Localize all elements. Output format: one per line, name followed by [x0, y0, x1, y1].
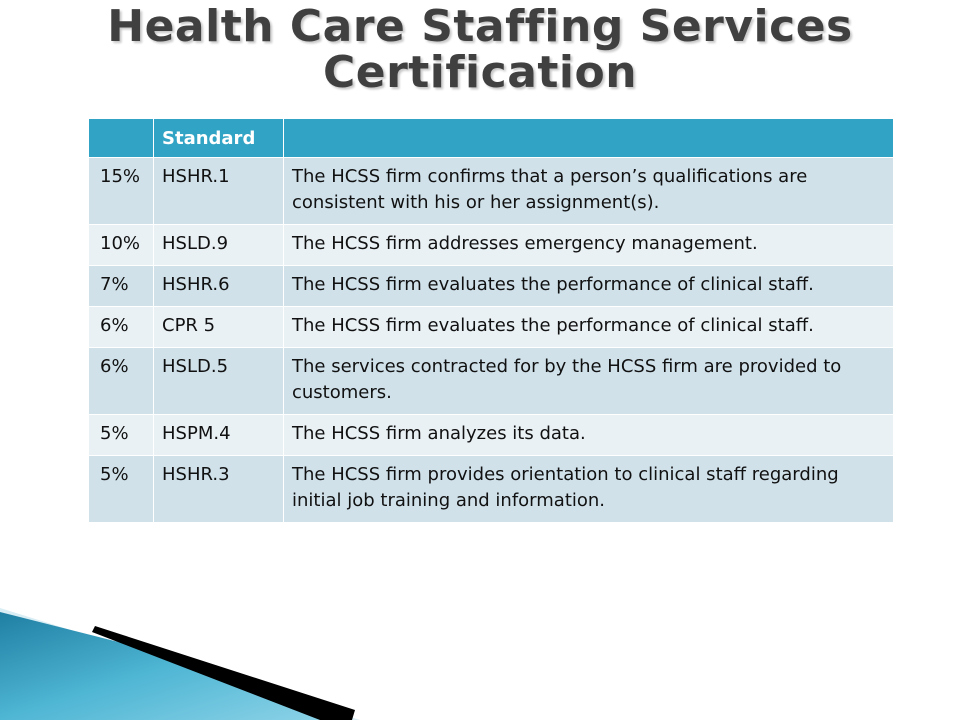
row-description: The HCSS firm confirms that a person’s qualifications are consistent with his or her assignment(s).	[284, 158, 894, 225]
row-standard-code: CPR 5	[154, 307, 284, 348]
standards-table	[88, 118, 894, 523]
row-standard-code: HSHR.1	[154, 158, 284, 225]
table-row	[89, 456, 894, 523]
row-percent: 7%	[89, 266, 154, 307]
row-description: The HCSS firm evaluates the performance of clinical staff.	[284, 266, 894, 307]
row-percent: 15%	[89, 158, 154, 225]
wedge-black-stroke	[92, 626, 355, 720]
header-standard: Standard	[154, 119, 284, 158]
table-row	[89, 266, 894, 307]
row-standard-code: HSPM.4	[154, 415, 284, 456]
row-percent: 6%	[89, 307, 154, 348]
table-row	[89, 307, 894, 348]
row-percent: 6%	[89, 348, 154, 415]
row-percent: 5%	[89, 456, 154, 523]
header-description	[284, 119, 894, 158]
row-description: The HCSS firm provides orientation to clinical staff regarding initial job training and information.	[284, 456, 894, 523]
table-row	[89, 225, 894, 266]
header-percent	[89, 119, 154, 158]
row-description: The HCSS firm analyzes its data.	[284, 415, 894, 456]
row-description: The services contracted for by the HCSS firm are provided to customers.	[284, 348, 894, 415]
row-percent: 5%	[89, 415, 154, 456]
row-description: The HCSS firm evaluates the performance of clinical staff.	[284, 307, 894, 348]
row-standard-code: HSLD.9	[154, 225, 284, 266]
row-standard-code: HSLD.5	[154, 348, 284, 415]
table-row	[89, 415, 894, 456]
slide-title: Health Care Staffing Services Certification	[107, 1, 853, 98]
row-description: The HCSS firm addresses emergency management.	[284, 225, 894, 266]
row-standard-code: HSHR.6	[154, 266, 284, 307]
table-header-row	[89, 119, 894, 158]
row-percent: 10%	[89, 225, 154, 266]
table-row	[89, 158, 894, 225]
wedge-light-shape	[0, 608, 360, 720]
row-standard-code: HSHR.3	[154, 456, 284, 523]
table-row	[89, 348, 894, 415]
wedge-blue-shape	[0, 612, 345, 720]
